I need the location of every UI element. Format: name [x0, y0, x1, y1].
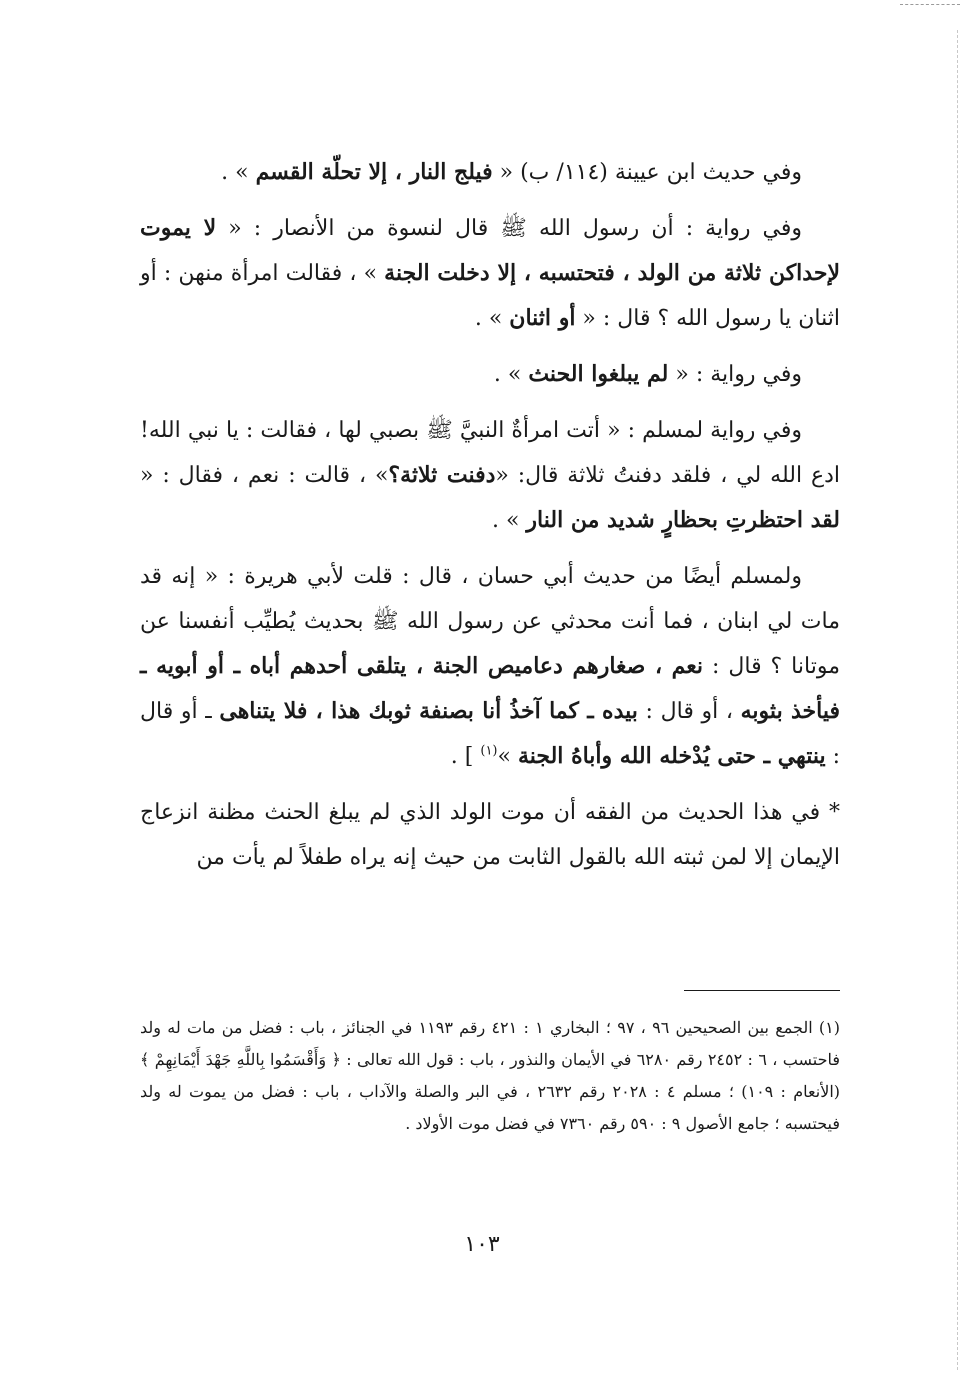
hadith-quote: أو اثنان: [509, 305, 576, 331]
text-run: » .: [491, 508, 527, 533]
text-run: ، أو قال :: [637, 699, 741, 724]
hadith-quote: فيلج النار ، إلا تحلّة القسم: [255, 159, 493, 185]
paragraph-ibn-uyaynah: [140, 150, 840, 195]
text-run: ـ أو قال :: [140, 699, 840, 769]
hadith-quote: نعم ، صغارهم دعاميص الجنة ، يتلقى أحدهم أباه ـ أو أبويه ـ فيأخذ بثوبه: [140, 653, 841, 724]
footnotes: [140, 1012, 840, 1140]
text-run: » ، قالت : نعم ، فقال : «: [140, 463, 389, 488]
page-number: ١٠٣: [464, 1232, 500, 1257]
text-run: ولمسلم أيضًا من حديث أبي حسان ، قال : قلت لأبي هريرة : « إنه قد مات لي ابنان ، فما أنت محدثي عن رسول الله ﷺ بحديث يُطيِّب أنفسنا عن موتانا ؟ قال :: [140, 564, 840, 679]
text-run: ] .: [450, 744, 481, 769]
paragraph-ansar-women: [140, 206, 840, 341]
text-run: * في هذا الحديث من الفقه أن موت الولد الذي لم يبلغ الحنث مظنة انزعاج الإيمان إلا لمن ثبته الله بالقول الثابت من حيث إنه يراه طفلاً لم يأت من: [140, 800, 840, 870]
text-run: وفي رواية لمسلم : « أتت امرأةٌ النبيَّ ﷺ بصبي لها ، فقالت : يا نبي الله! ادع الله لي ، فلقد دفنتُ ثلاثة قال: «: [140, 418, 840, 488]
hadith-quote: لم يبلغوا الحنث: [528, 361, 669, 387]
hadith-quote: بيده ـ كما آخذُ أنا بصنفة ثوبك هذا ، فلا يتناهى: [219, 698, 638, 724]
main-text: [140, 150, 840, 880]
paragraph-hinth: [140, 352, 840, 397]
text-run: » .: [221, 160, 256, 185]
footnote-1: (١) الجمع بين الصحيحين ٩٦ ، ٩٧ ؛ البخاري ١ : ٤٢١ رقم ١١٩٣ في الجنائز ، باب : فضل من مات له ولد فاحتسب ، ٦ : ٢٤٥٢ رقم ٦٢٨٠ في الأيمان والنذور ، باب : قول الله تعالى : ﴿ وَأَقْسَمُوا بِاللَّهِ جَهْدَ أَيْمَانِهِمْ ﴾ (الأنعام : ١٠٩) ؛ مسلم ٤ : ٢٠٢٨ رقم ٢٦٣٢ ، في البر والصلة والآداب ، باب : فضل من يموت له ولد فيحتسبه ؛ جامع الأصول ٩ : ٥٩٠ رقم ٧٣٦٠ في فضل موت الأولاد .: [140, 1018, 841, 1133]
text-run: » .: [493, 362, 529, 387]
scan-edge-mark: [900, 4, 960, 5]
scan-edge-dotted-line: [957, 30, 958, 1370]
paragraph-abu-hassan: [140, 554, 840, 779]
text-run: » .: [474, 306, 510, 331]
hadith-quote: ينتهي ـ حتى يُدْخله الله وأباهُ الجنة: [517, 743, 826, 769]
footnote-separator: [684, 990, 840, 991]
footnote-reference[interactable]: (١): [480, 743, 498, 759]
text-run: وفي حديث ابن عيينة (١١٤/ ب) «: [492, 160, 802, 185]
hadith-quote: لقد احتظرتِ بحظارٍ شديد من النار: [526, 507, 840, 533]
text-run: »: [497, 744, 518, 769]
hadith-quote: دفنت ثلاثة؟: [388, 462, 496, 488]
paragraph-commentary: [140, 790, 840, 880]
hadith-quote: لا يموت لإحداكن ثلاثة من الولد ، فتحتسبه ، إلا دخلت الجنة: [140, 215, 840, 286]
text-run: وفي رواية : «: [668, 362, 802, 387]
text-run: وفي رواية : أن رسول الله ﷺ قال لنسوة من الأنصار : «: [216, 216, 802, 241]
text-run: » ، فقالت امرأة منهن : أو اثنان يا رسول الله ؟ قال : «: [140, 261, 840, 331]
paragraph-muslim-narration: [140, 408, 840, 543]
